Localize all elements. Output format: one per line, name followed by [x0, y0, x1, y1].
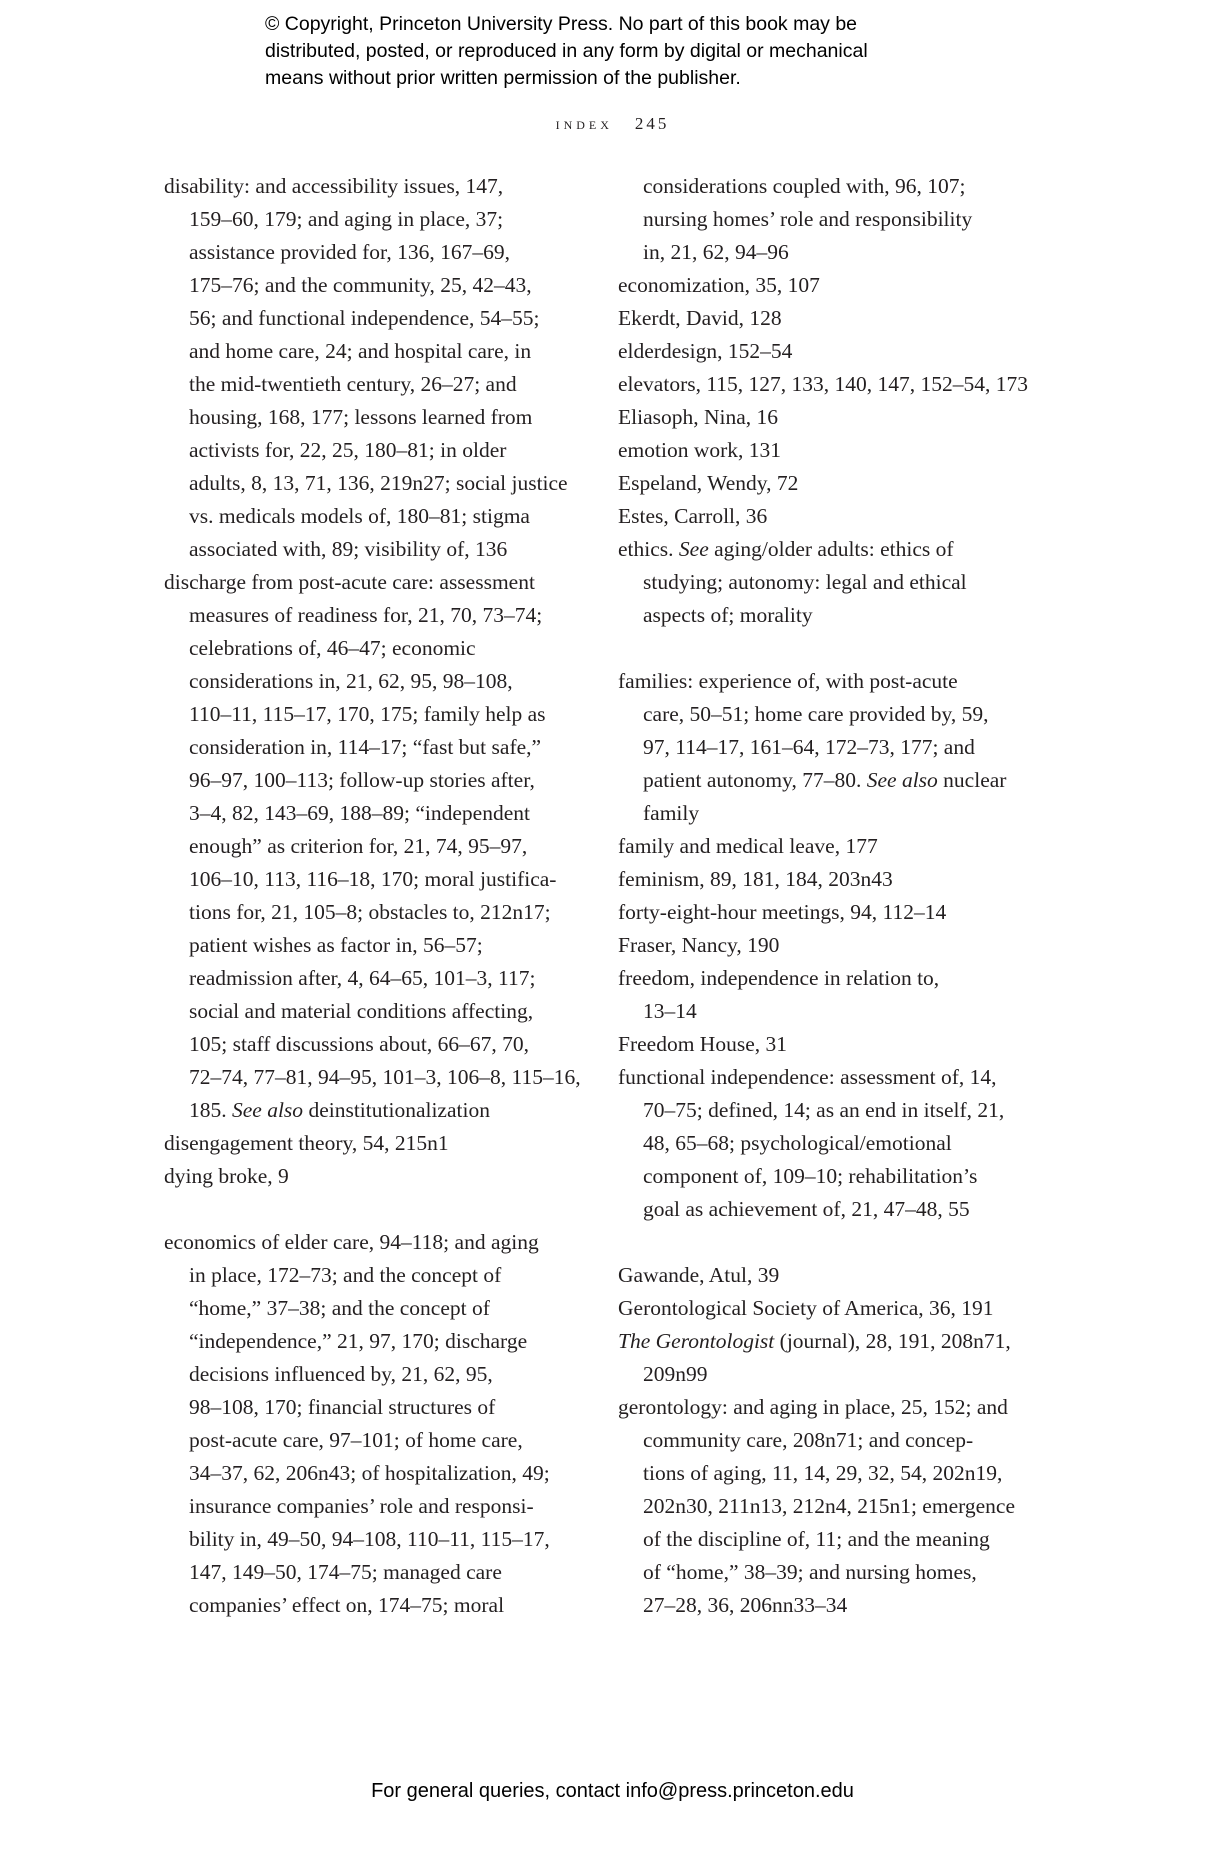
- index-subentry-line: [164, 929, 574, 962]
- index-subentry-line: [164, 995, 574, 1028]
- entry-text: Estes, Carroll, 36: [618, 504, 768, 528]
- index-subentry-line: [164, 533, 574, 566]
- index-entry-line: [618, 830, 1038, 863]
- index-entry-line: [618, 368, 1038, 401]
- entry-text: considerations in, 21, 62, 95, 98–108,: [189, 669, 513, 693]
- entry-text: family and medical leave, 177: [618, 834, 878, 858]
- index-entry-line: [164, 1226, 574, 1259]
- footer-contact: For general queries, contact info@press.princeton.edu: [371, 1780, 854, 1802]
- entry-text: freedom, independence in relation to,: [618, 966, 940, 990]
- index-subentry-line: [164, 368, 574, 401]
- entry-text: elevators, 115, 127, 133, 140, 147, 152–54, 173: [618, 372, 1029, 396]
- index-subentry-line: [618, 566, 1038, 599]
- index-entry-line: [618, 335, 1038, 368]
- entry-text: 147, 149–50, 174–75; managed care: [189, 1560, 502, 1584]
- entry-text: companies’ effect on, 174–75; moral: [189, 1593, 505, 1617]
- index-subentry-line: [618, 170, 1038, 203]
- entry-text: insurance companies’ role and responsi-: [189, 1494, 534, 1518]
- entry-text: tions for, 21, 105–8; obstacles to, 212n17;: [189, 900, 551, 924]
- copyright-line: © Copyright, Princeton University Press. No part of this book may be: [265, 13, 858, 35]
- entry-text: care, 50–51; home care provided by, 59,: [643, 702, 989, 726]
- entry-text: 175–76; and the community, 25, 42–43,: [189, 273, 532, 297]
- index-subentry-line: [164, 467, 574, 500]
- index-subentry-line: [618, 698, 1038, 731]
- entry-text: and home care, 24; and hospital care, in: [189, 339, 532, 363]
- italic-text: See also: [232, 1098, 304, 1122]
- index-entry-line: [618, 863, 1038, 896]
- entry-text: 34–37, 62, 206n43; of hospitalization, 49;: [189, 1461, 550, 1485]
- copyright-line: means without prior written permission of the publisher.: [265, 67, 741, 89]
- index-subentry-line: [164, 500, 574, 533]
- entry-text: family: [643, 801, 700, 825]
- index-entry-line: [164, 1127, 574, 1160]
- entry-text: decisions influenced by, 21, 62, 95,: [189, 1362, 493, 1386]
- entry-text: 48, 65–68; psychological/emotional: [643, 1131, 952, 1155]
- entry-text: 202n30, 211n13, 212n4, 215n1; emergence: [643, 1494, 1016, 1518]
- entry-text: forty-eight-hour meetings, 94, 112–14: [618, 900, 947, 924]
- index-subentry-line: [164, 1490, 574, 1523]
- entry-text: 106–10, 113, 116–18, 170; moral justifica-: [189, 867, 557, 891]
- index-entry-line: [618, 1028, 1038, 1061]
- index-entry-line: [164, 170, 574, 203]
- italic-text: See also: [866, 768, 938, 792]
- italic-text: The Gerontologist: [618, 1329, 775, 1353]
- entry-text: in, 21, 62, 94–96: [643, 240, 789, 264]
- entry-text: of “home,” 38–39; and nursing homes,: [643, 1560, 977, 1584]
- entry-text: deinstitutionalization: [303, 1098, 490, 1122]
- entry-text: the mid-twentieth century, 26–27; and: [189, 372, 517, 396]
- index-subentry-line: [164, 764, 574, 797]
- entry-text: enough” as criterion for, 21, 74, 95–97,: [189, 834, 528, 858]
- index-subentry-line: [164, 1424, 574, 1457]
- index-subentry-line: [618, 764, 1038, 797]
- entry-text: component of, 109–10; rehabilitation’s: [643, 1164, 978, 1188]
- entry-text: patient wishes as factor in, 56–57;: [189, 933, 483, 957]
- entry-text: Espeland, Wendy, 72: [618, 471, 799, 495]
- index-subentry-line: [618, 1193, 1038, 1226]
- entry-text: feminism, 89, 181, 184, 203n43: [618, 867, 893, 891]
- index-entry-line: [618, 434, 1038, 467]
- index-subentry-line: [618, 1457, 1038, 1490]
- entry-text: disability: and accessibility issues, 147,: [164, 174, 504, 198]
- index-entry-line: [618, 533, 1038, 566]
- entry-text: bility in, 49–50, 94–108, 110–11, 115–17,: [189, 1527, 550, 1551]
- entry-text: patient autonomy, 77–80.: [643, 768, 867, 792]
- index-subentry-line: [164, 962, 574, 995]
- index-subentry-line: [164, 599, 574, 632]
- entry-text: Eliasoph, Nina, 16: [618, 405, 779, 429]
- entry-text: studying; autonomy: legal and ethical: [643, 570, 967, 594]
- index-subentry-line: [164, 434, 574, 467]
- entry-text: of the discipline of, 11; and the meaning: [643, 1527, 990, 1551]
- index-subentry-line: [164, 335, 574, 368]
- index-subentry-line: [164, 731, 574, 764]
- entry-text: 70–75; defined, 14; as an end in itself, 21,: [643, 1098, 1005, 1122]
- index-spacer: [164, 1193, 574, 1226]
- index-subentry-line: [164, 830, 574, 863]
- entry-text: 56; and functional independence, 54–55;: [189, 306, 540, 330]
- index-subentry-line: [618, 1424, 1038, 1457]
- index-subentry-line: [164, 665, 574, 698]
- entry-text: 72–74, 77–81, 94–95, 101–3, 106–8, 115–16,: [189, 1065, 581, 1089]
- entry-text: 98–108, 170; financial structures of: [189, 1395, 496, 1419]
- entry-text: elderdesign, 152–54: [618, 339, 793, 363]
- entry-text: post-acute care, 97–101; of home care,: [189, 1428, 523, 1452]
- index-subentry-line: [164, 203, 574, 236]
- index-entry-line: [618, 500, 1038, 533]
- entry-text: Freedom House, 31: [618, 1032, 787, 1056]
- index-subentry-line: [164, 1259, 574, 1292]
- index-entry-line: [618, 1391, 1038, 1424]
- index-entry-line: [618, 269, 1038, 302]
- entry-text: economization, 35, 107: [618, 273, 820, 297]
- index-subentry-line: [164, 401, 574, 434]
- index-subentry-line: [164, 1094, 574, 1127]
- entry-text: 185.: [189, 1098, 232, 1122]
- index-entry-line: [618, 929, 1038, 962]
- index-subentry-line: [618, 731, 1038, 764]
- index-subentry-line: [164, 1457, 574, 1490]
- entry-text: in place, 172–73; and the concept of: [189, 1263, 502, 1287]
- entry-text: disengagement theory, 54, 215n1: [164, 1131, 449, 1155]
- index-spacer: [618, 1226, 1038, 1259]
- running-head: [0, 114, 1225, 134]
- entry-text: measures of readiness for, 21, 70, 73–74;: [189, 603, 543, 627]
- index-subentry-line: [164, 1523, 574, 1556]
- entry-text: 209n99: [643, 1362, 708, 1386]
- index-subentry-line: [164, 1391, 574, 1424]
- entry-text: goal as achievement of, 21, 47–48, 55: [643, 1197, 970, 1221]
- index-subentry-line: [164, 1358, 574, 1391]
- index-subentry-line: [618, 1523, 1038, 1556]
- index-subentry-line: [618, 599, 1038, 632]
- entry-text: adults, 8, 13, 71, 136, 219n27; social justice: [189, 471, 568, 495]
- index-subentry-line: [164, 1325, 574, 1358]
- index-subentry-line: [618, 1556, 1038, 1589]
- entry-text: families: experience of, with post-acute: [618, 669, 958, 693]
- index-subentry-line: [618, 1358, 1038, 1391]
- index-column-right: [618, 170, 1038, 1622]
- entry-text: Gawande, Atul, 39: [618, 1263, 780, 1287]
- entry-text: associated with, 89; visibility of, 136: [189, 537, 508, 561]
- entry-text: 105; staff discussions about, 66–67, 70,: [189, 1032, 530, 1056]
- index-subentry-line: [618, 1490, 1038, 1523]
- index-entry-line: [164, 1160, 574, 1193]
- entry-text: vs. medicals models of, 180–81; stigma: [189, 504, 530, 528]
- entry-text: Fraser, Nancy, 190: [618, 933, 780, 957]
- entry-text: 13–14: [643, 999, 697, 1023]
- entry-text: ethics.: [618, 537, 679, 561]
- index-entry-line: [618, 665, 1038, 698]
- entry-text: considerations coupled with, 96, 107;: [643, 174, 966, 198]
- index-subentry-line: [618, 995, 1038, 1028]
- index-subentry-line: [164, 632, 574, 665]
- entry-text: assistance provided for, 136, 167–69,: [189, 240, 510, 264]
- index-subentry-line: [164, 269, 574, 302]
- index-subentry-line: [618, 1589, 1038, 1622]
- index-subentry-line: [164, 698, 574, 731]
- entry-text: 96–97, 100–113; follow-up stories after,: [189, 768, 535, 792]
- entry-text: Ekerdt, David, 128: [618, 306, 782, 330]
- copyright-notice: [265, 11, 868, 92]
- index-subentry-line: [164, 896, 574, 929]
- index-entry-line: [618, 467, 1038, 500]
- entry-text: aging/older adults: ethics of: [708, 537, 954, 561]
- copyright-line: distributed, posted, or reproduced in any form by digital or mechanical: [265, 40, 868, 62]
- entry-text: “home,” 37–38; and the concept of: [189, 1296, 490, 1320]
- index-subentry-line: [164, 236, 574, 269]
- entry-text: 3–4, 82, 143–69, 188–89; “independent: [189, 801, 530, 825]
- index-subentry-line: [618, 797, 1038, 830]
- index-subentry-line: [164, 1028, 574, 1061]
- index-subentry-line: [618, 1160, 1038, 1193]
- entry-text: community care, 208n71; and concep-: [643, 1428, 974, 1452]
- entry-text: functional independence: assessment of, 14,: [618, 1065, 997, 1089]
- entry-text: nuclear: [937, 768, 1007, 792]
- entry-text: 110–11, 115–17, 170, 175; family help as: [189, 702, 546, 726]
- index-entry-line: [618, 302, 1038, 335]
- entry-text: aspects of; morality: [643, 603, 813, 627]
- entry-text: tions of aging, 11, 14, 29, 32, 54, 202n19,: [643, 1461, 1003, 1485]
- index-subentry-line: [164, 1589, 574, 1622]
- index-spacer: [618, 632, 1038, 665]
- entry-text: housing, 168, 177; lessons learned from: [189, 405, 533, 429]
- index-subentry-line: [164, 302, 574, 335]
- index-subentry-line: [164, 797, 574, 830]
- page-number: 245: [634, 114, 670, 133]
- italic-text: See: [678, 537, 709, 561]
- index-entry-line: [618, 401, 1038, 434]
- index-subentry-line: [164, 1292, 574, 1325]
- index-entry-line: [618, 962, 1038, 995]
- index-entry-line: [618, 896, 1038, 929]
- entry-text: economics of elder care, 94–118; and aging: [164, 1230, 539, 1254]
- index-subentry-line: [618, 1127, 1038, 1160]
- index-column-left: [164, 170, 581, 1622]
- index-entry-line: [618, 1325, 1038, 1358]
- entry-text: emotion work, 131: [618, 438, 782, 462]
- entry-text: 97, 114–17, 161–64, 172–73, 177; and: [643, 735, 975, 759]
- entry-text: 27–28, 36, 206nn33–34: [643, 1593, 848, 1617]
- entry-text: readmission after, 4, 64–65, 101–3, 117;: [189, 966, 536, 990]
- index-subentry-line: [164, 863, 574, 896]
- entry-text: nursing homes’ role and responsibility: [643, 207, 973, 231]
- entry-text: consideration in, 114–17; “fast but safe,”: [189, 735, 542, 759]
- entry-text: Gerontological Society of America, 36, 191: [618, 1296, 994, 1320]
- index-subentry-line: [618, 1094, 1038, 1127]
- index-entry-line: [618, 1292, 1038, 1325]
- entry-text: (journal), 28, 191, 208n71,: [774, 1329, 1011, 1353]
- entry-text: activists for, 22, 25, 180–81; in older: [189, 438, 507, 462]
- index-subentry-line: [618, 203, 1038, 236]
- entry-text: dying broke, 9: [164, 1164, 289, 1188]
- index-subentry-line: [164, 1061, 581, 1094]
- index-subentry-line: [164, 1556, 574, 1589]
- running-head-title: index: [555, 114, 613, 133]
- index-entry-line: [164, 566, 574, 599]
- entry-text: social and material conditions affecting,: [189, 999, 534, 1023]
- index-entry-line: [618, 1259, 1038, 1292]
- index-subentry-line: [618, 236, 1038, 269]
- index-entry-line: [618, 1061, 1038, 1094]
- entry-text: celebrations of, 46–47; economic: [189, 636, 476, 660]
- entry-text: discharge from post-acute care: assessment: [164, 570, 535, 594]
- entry-text: gerontology: and aging in place, 25, 152; and: [618, 1395, 1008, 1419]
- entry-text: “independence,” 21, 97, 170; discharge: [189, 1329, 528, 1353]
- entry-text: 159–60, 179; and aging in place, 37;: [189, 207, 504, 231]
